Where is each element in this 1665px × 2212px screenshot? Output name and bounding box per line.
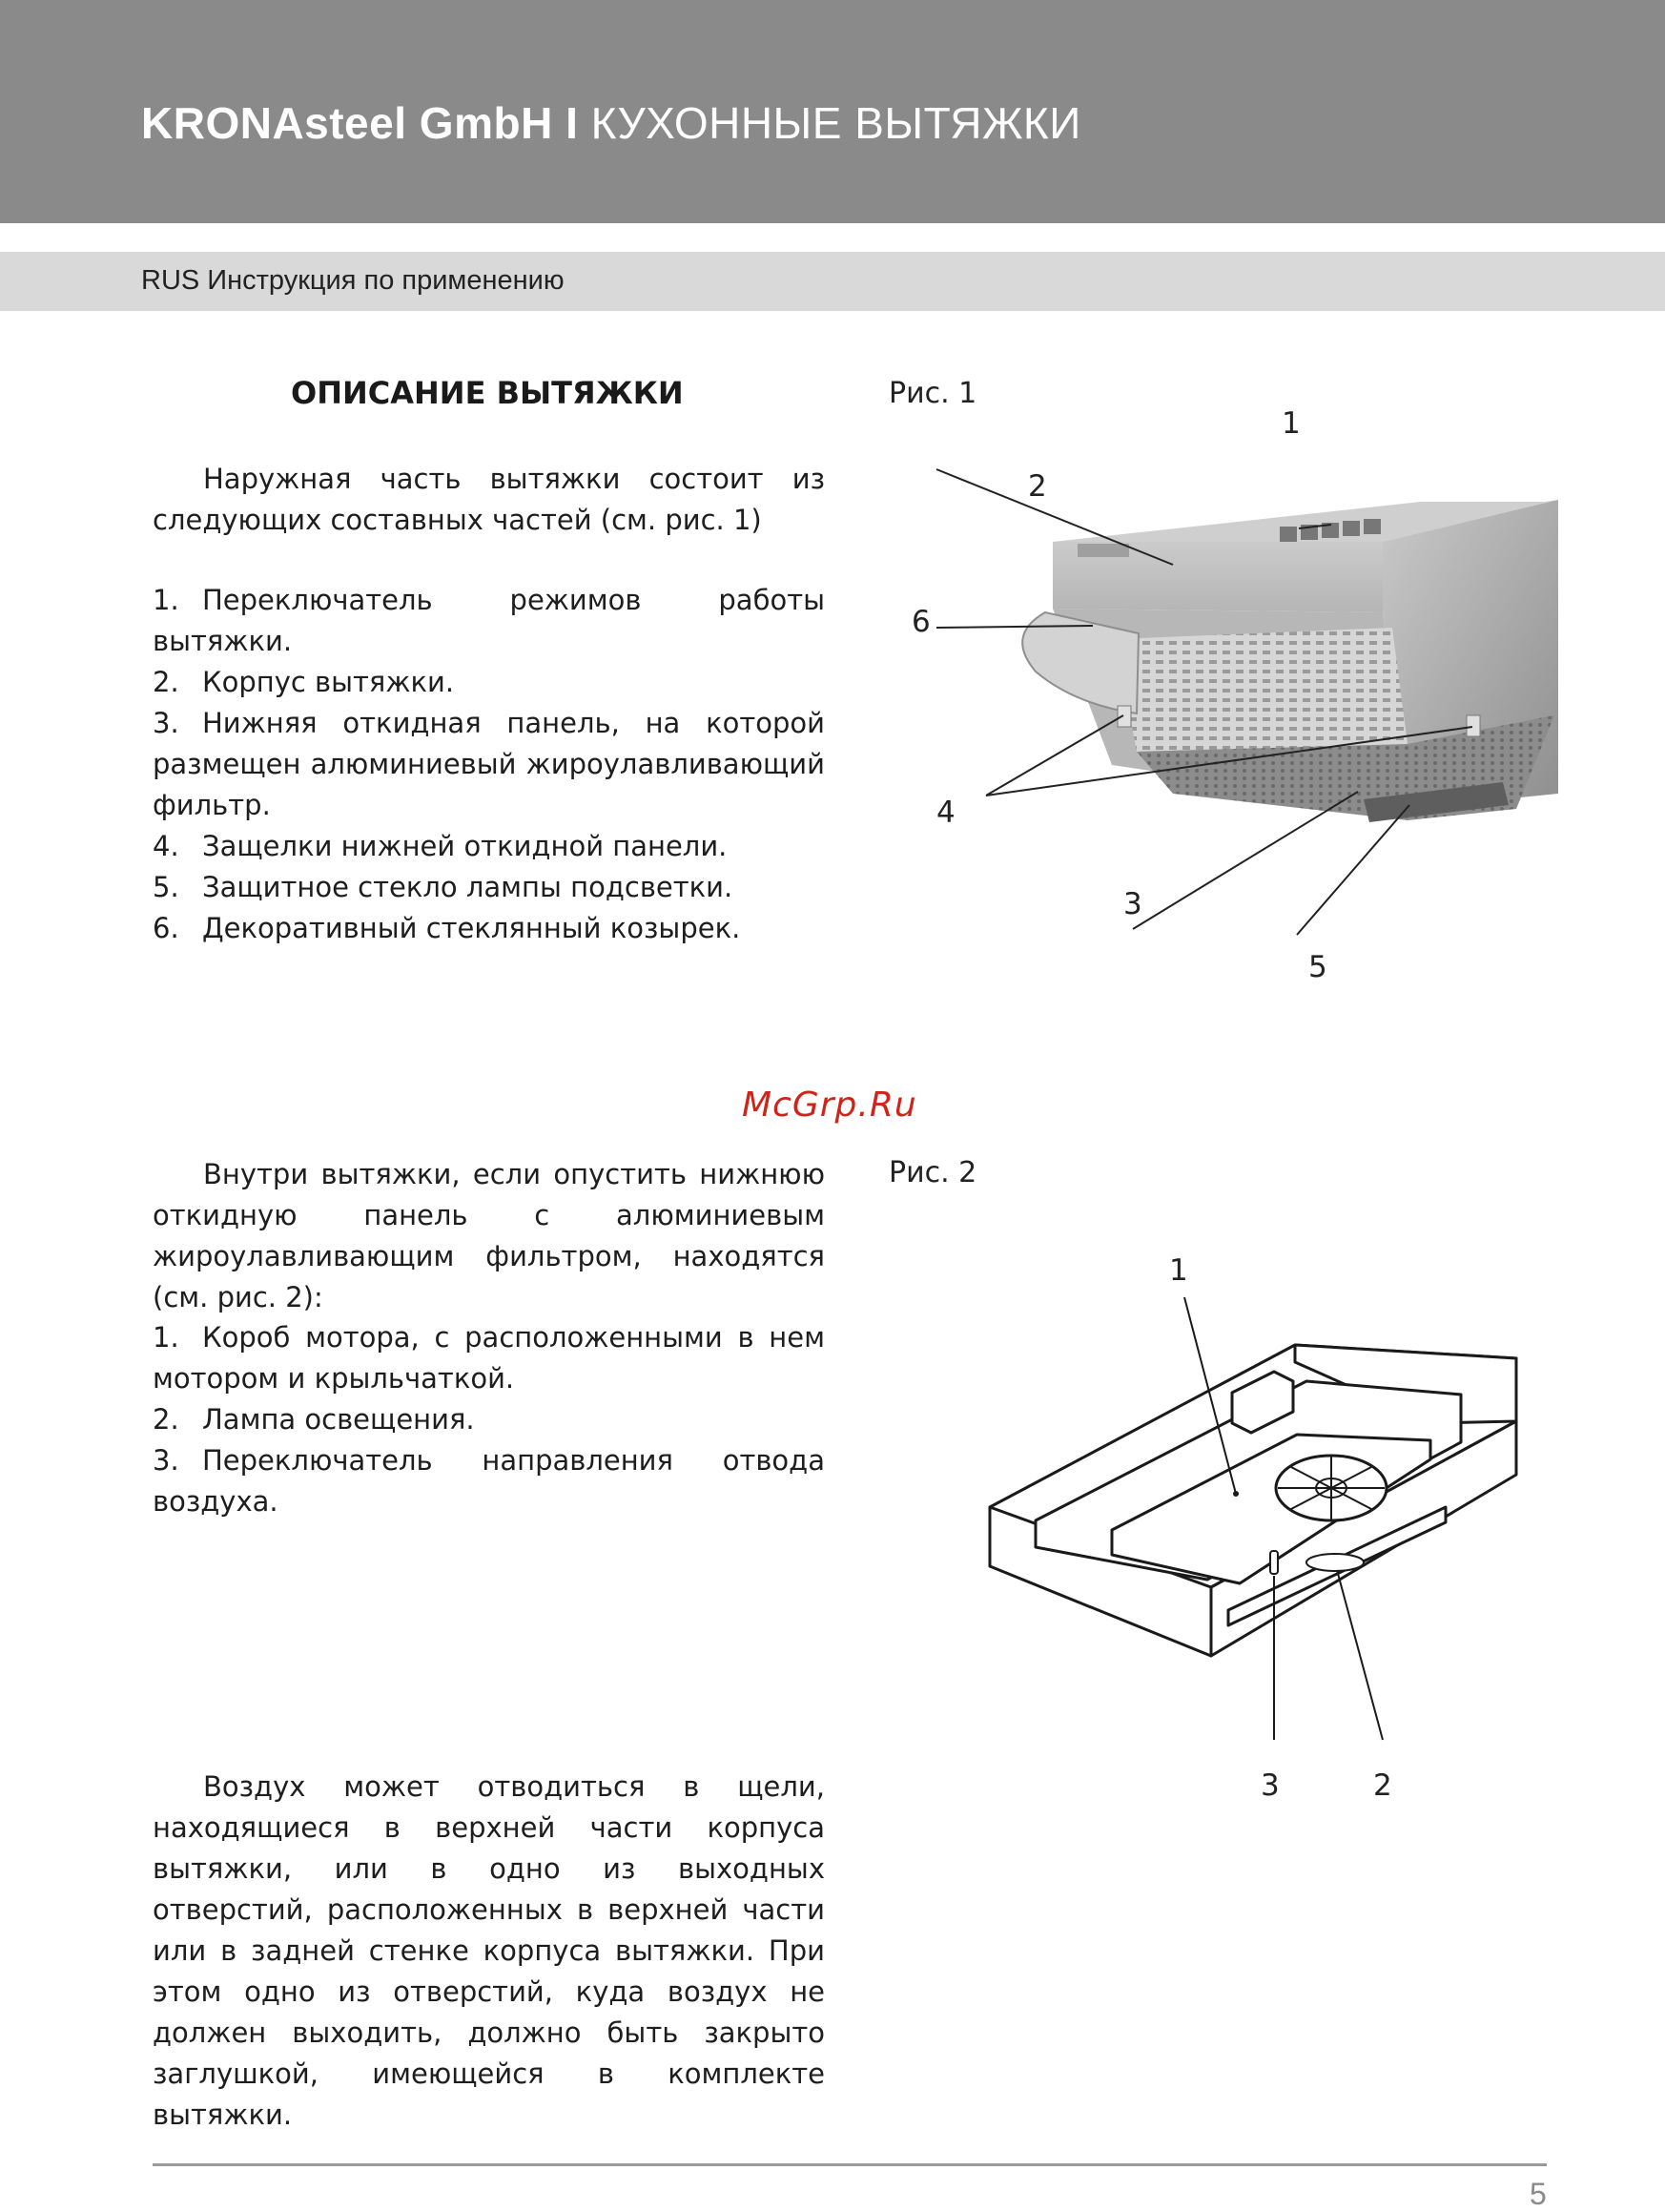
list-item: 3. Нижняя откидная панель, на которой размещен алюминиевый жироулавливающий фильтр. (153, 707, 825, 821)
page-number: 5 (1530, 2177, 1547, 2211)
exterior-parts-list (153, 580, 825, 949)
figure-1-caption: Рис. 1 (889, 377, 977, 410)
right-latch (1467, 715, 1480, 736)
list-item: 1. Переключатель режимов работы вытяжки. (153, 584, 825, 657)
fig1-label-6: 6 (912, 605, 931, 639)
document-header-title (141, 97, 1081, 149)
section2-intro: Внутри вытяжки, если опустить нижнюю откидную панель с алюминиевым жироулавливающим фильтром, находятся (см. рис. 2): (153, 1158, 825, 1313)
fig2-label-2: 2 (1373, 1768, 1392, 1803)
air-outlet-paragraph: Воздух может отводиться в щели, находящиеся в верхней части корпуса вытяжки, или в одно из выходных отверстий, расположенных в верхней части или в задней стенке корпуса вытяжки. При этом одно из отверстий, куда воздух не должен выходить, должно быть закрыто заглушкой, имеющейся в комплекте вытяжки. (153, 1770, 825, 2131)
subheader-text: RUS Инструкция по применению (141, 265, 565, 296)
list-item: 6. Декоративный стеклянный козырек. (153, 912, 741, 944)
footer-rule (153, 2163, 1547, 2166)
fig1-label-1: 1 (1282, 406, 1301, 441)
air-direction-switch (1270, 1551, 1278, 1574)
figure-2-caption: Рис. 2 (889, 1156, 977, 1189)
watermark: McGrp.Ru (742, 1085, 917, 1125)
fig1-label-4: 4 (936, 796, 956, 830)
fig1-label-2: 2 (1028, 469, 1047, 504)
figure-2-hood-diagram (982, 1221, 1554, 1812)
left-latch (1118, 706, 1131, 727)
hood-front-grille (1116, 628, 1408, 752)
list-item: 3. Переключатель направления отвода воздуха. (153, 1444, 825, 1518)
fig2-label-1: 1 (1169, 1253, 1188, 1288)
list-item: 1. Короб мотора, с расположенными в нем мотором и крыльчаткой. (153, 1321, 825, 1395)
header-section-title: КУХОННЫЕ ВЫТЯЖКИ (578, 98, 1081, 148)
list-item: 2. Корпус вытяжки. (153, 666, 455, 698)
brand-plate (1078, 544, 1129, 557)
section-title: ОПИСАНИЕ ВЫТЯЖКИ (291, 375, 684, 411)
fig1-label-3: 3 (1123, 887, 1142, 921)
brand-name: KRONAsteel GmbH I (141, 98, 579, 148)
interior-parts-list (153, 1317, 825, 1522)
list-item: 2. Лампа освещения. (153, 1403, 475, 1436)
list-item: 4. Защелки нижней откидной панели. (153, 830, 728, 862)
section1-intro: Наружная часть вытяжки состоит из следующих составных частей (см. рис. 1) (153, 463, 825, 536)
fig2-label-3: 3 (1261, 1768, 1280, 1803)
lamp-bulb (1306, 1554, 1364, 1571)
list-item: 5. Защитное стекло лампы подсветки. (153, 871, 733, 903)
figure-1-hood-photo (887, 401, 1573, 1011)
fig1-label-5: 5 (1308, 950, 1327, 984)
